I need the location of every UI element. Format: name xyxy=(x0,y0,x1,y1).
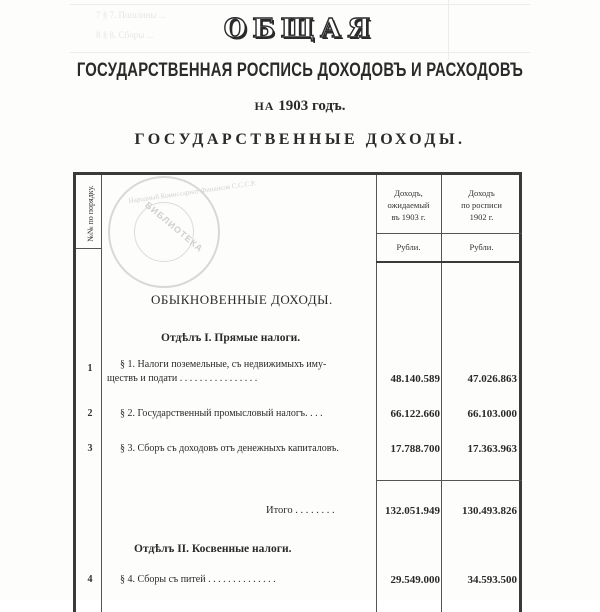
document-year xyxy=(0,98,600,115)
bleed-through-rule xyxy=(70,4,530,5)
row-label: § 1. Налоги поземельные, съ недвижимыхъ иму- xyxy=(120,359,327,370)
amount-1902: 47.026.863 xyxy=(467,373,517,385)
document-subtitle: ГОСУДАРСТВЕННАЯ РОСПИСЬ ДОХОДОВЪ И РАСХОДОВЪ xyxy=(76,60,524,81)
row-number: 1 xyxy=(87,363,93,374)
header-line: Доходъ, xyxy=(394,188,423,198)
row-label: § 4. Сборы съ питей . . . . . . . . . . . . . . xyxy=(120,574,276,585)
amount-1902: 66.103.000 xyxy=(467,408,517,420)
row-number: 4 xyxy=(87,574,93,585)
total-amount-1903: 132.051.949 xyxy=(385,505,440,517)
number-column-label: №№ по порядку. xyxy=(85,184,95,242)
document-title: ОБЩАЯ xyxy=(223,14,377,44)
header-rule xyxy=(76,248,101,249)
division-title: Отдѣлъ I. Прямые налоги. xyxy=(161,332,301,344)
amount-1902: 17.363.963 xyxy=(467,443,517,455)
row-label: § 3. Сборъ съ доходовъ отъ денежныхъ капиталовъ. xyxy=(120,443,339,454)
column-divider xyxy=(101,175,102,612)
header-line: 1902 г. xyxy=(469,212,494,222)
total-label: Итого . . . . . . . . xyxy=(266,505,335,516)
row-number: 3 xyxy=(87,443,93,454)
amount-1903: 66.122.660 xyxy=(390,408,440,420)
bleed-through-text: 7 § 7. Пошлины ... xyxy=(96,10,166,20)
row-label-continued: ществъ и подати . . . . . . . . . . . . . . . . xyxy=(107,373,258,384)
year-value: 1903 годъ. xyxy=(278,98,346,114)
header-rule xyxy=(376,233,522,234)
bleed-through-text: 8 § 8. Сборы ... xyxy=(96,30,154,40)
row-number: 2 xyxy=(87,408,93,419)
unit-label-1903: Рубли. xyxy=(396,242,421,252)
bleed-through-rule xyxy=(70,52,530,53)
amount-1903: 17.788.700 xyxy=(390,443,440,455)
unit-label-1902: Рубли. xyxy=(469,242,494,252)
number-column-header xyxy=(79,184,101,242)
library-stamp xyxy=(108,176,257,288)
amount-1903: 29.549.000 xyxy=(390,574,440,586)
column-header-1903 xyxy=(376,187,441,223)
amount-1902: 34.593.500 xyxy=(467,574,517,586)
column-header-1902 xyxy=(441,187,522,223)
header-line: Доходъ xyxy=(468,188,495,198)
stamp-ring-text: Народный Комиссариат Финансов С.С.С.Р. xyxy=(128,179,257,205)
group-title: ОБЫКНОВЕННЫЕ ДОХОДЫ. xyxy=(151,292,333,307)
header-line: въ 1903 г. xyxy=(391,212,426,222)
subtotal-rule xyxy=(376,480,522,481)
year-prefix: НА xyxy=(254,99,275,113)
total-amount-1902: 130.493.826 xyxy=(462,505,517,517)
amount-1903: 48.140.589 xyxy=(390,373,440,385)
header-rule xyxy=(376,261,522,263)
stamp-center-text: БИБЛИОТЕКА xyxy=(143,199,206,255)
row-label: § 2. Государственный промысловый налогъ. . . . xyxy=(120,408,323,419)
division-title: Отдѣлъ II. Косвенные налоги. xyxy=(134,543,292,555)
header-line: по росписи xyxy=(461,200,502,210)
section-heading: ГОСУДАРСТВЕННЫЕ ДОХОДЫ. xyxy=(134,131,466,148)
header-line: ожидаемый xyxy=(387,200,430,210)
